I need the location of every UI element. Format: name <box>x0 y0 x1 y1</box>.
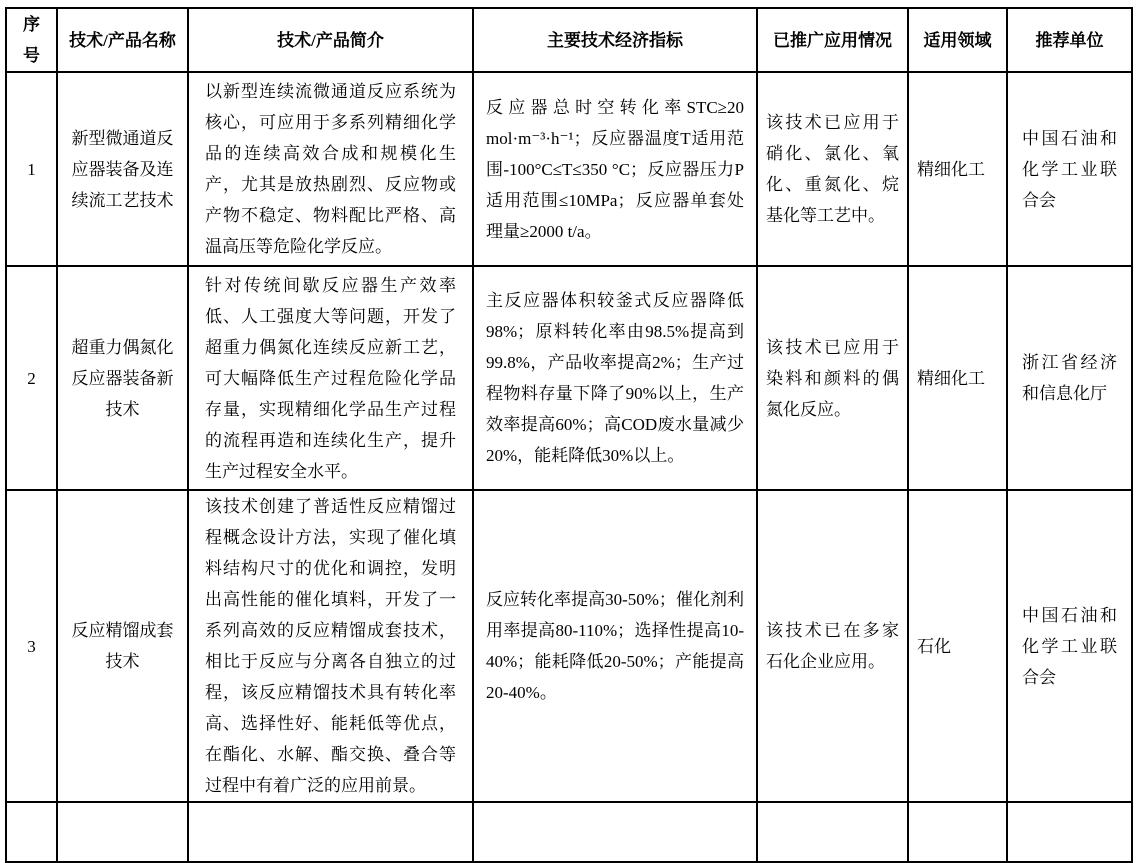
table-row <box>6 72 1132 266</box>
cell-serial-number: 3 <box>6 490 57 802</box>
cell-field: 石化 <box>908 490 1007 802</box>
header-row <box>6 8 1132 72</box>
cell-application: 该技术已在多家石化企业应用。 <box>757 490 908 802</box>
cell-indicators: 主反应器体积较釜式反应器降低98%；原料转化率由98.5%提高到99.8%，产品收率提高2%；生产过程物料存量下降了90%以上，生产效率提高60%；高COD废水量减少20%，能耗降低30%以上。 <box>473 266 757 490</box>
cell-indicators <box>473 802 757 862</box>
cell-tech-intro <box>188 802 473 862</box>
cell-serial-number: 1 <box>6 72 57 266</box>
cell-tech-name: 新型微通道反应器装备及连续流工艺技术 <box>57 72 188 266</box>
table-row <box>6 490 1132 802</box>
cell-indicators: 反应器总时空转化率STC≥20 mol·m⁻³·h⁻¹；反应器温度T适用范围-100°C≤T≤350 °C；反应器压力P适用范围≤10MPa；反应器单套处理量≥2000 t/a。 <box>473 72 757 266</box>
cell-serial-number: 2 <box>6 266 57 490</box>
table-row <box>6 266 1132 490</box>
col-header-tech-intro: 技术/产品简介 <box>188 8 473 72</box>
col-header-recommender: 推荐单位 <box>1007 8 1132 72</box>
col-header-tech-name: 技术/产品名称 <box>57 8 188 72</box>
cell-tech-name: 反应精馏成套技术 <box>57 490 188 802</box>
col-header-indicators: 主要技术经济指标 <box>473 8 757 72</box>
cell-recommender: 中国石油和化学工业联合会 <box>1007 490 1132 802</box>
cell-tech-name <box>57 802 188 862</box>
table-header <box>6 8 1132 72</box>
col-header-application: 已推广应用情况 <box>757 8 908 72</box>
cell-application <box>757 802 908 862</box>
tech-promotion-table <box>5 7 1133 863</box>
cell-tech-intro: 以新型连续流微通道反应系统为核心，可应用于多系列精细化学品的连续高效合成和规模化生产，尤其是放热剧烈、反应物或产物不稳定、物料配比严格、高温高压等危险化学反应。 <box>188 72 473 266</box>
cell-recommender <box>1007 802 1132 862</box>
cell-recommender: 浙江省经济和信息化厅 <box>1007 266 1132 490</box>
document-page <box>5 7 1137 863</box>
cell-application: 该技术已应用于染料和颜料的偶氮化反应。 <box>757 266 908 490</box>
cell-field: 精细化工 <box>908 72 1007 266</box>
cell-recommender: 中国石油和化学工业联合会 <box>1007 72 1132 266</box>
table-row-partial <box>6 802 1132 862</box>
col-header-field: 适用领域 <box>908 8 1007 72</box>
cell-field: 精细化工 <box>908 266 1007 490</box>
cell-application: 该技术已应用于硝化、氯化、氧化、重氮化、烷基化等工艺中。 <box>757 72 908 266</box>
table-body <box>6 72 1132 862</box>
cell-tech-intro: 该技术创建了普适性反应精馏过程概念设计方法，实现了催化填料结构尺寸的优化和调控，发明出高性能的催化填料，开发了一系列高效的反应精馏成套技术，相比于反应与分离各自独立的过程，该反应精馏技术具有转化率高、选择性好、能耗低等优点，在酯化、水解、酯交换、叠合等过程中有着广泛的应用前景。 <box>188 490 473 802</box>
cell-field <box>908 802 1007 862</box>
cell-serial-number <box>6 802 57 862</box>
cell-indicators: 反应转化率提高30-50%；催化剂利用率提高80-110%；选择性提高10-40%；能耗降低20-50%；产能提高20-40%。 <box>473 490 757 802</box>
col-header-serial-number: 序号 <box>6 8 57 72</box>
cell-tech-intro: 针对传统间歇反应器生产效率低、人工强度大等问题，开发了超重力偶氮化连续反应新工艺，可大幅降低生产过程危险化学品存量，实现精细化学品生产过程的流程再造和连续化生产，提升生产过程安全水平。 <box>188 266 473 490</box>
cell-tech-name: 超重力偶氮化反应器装备新技术 <box>57 266 188 490</box>
